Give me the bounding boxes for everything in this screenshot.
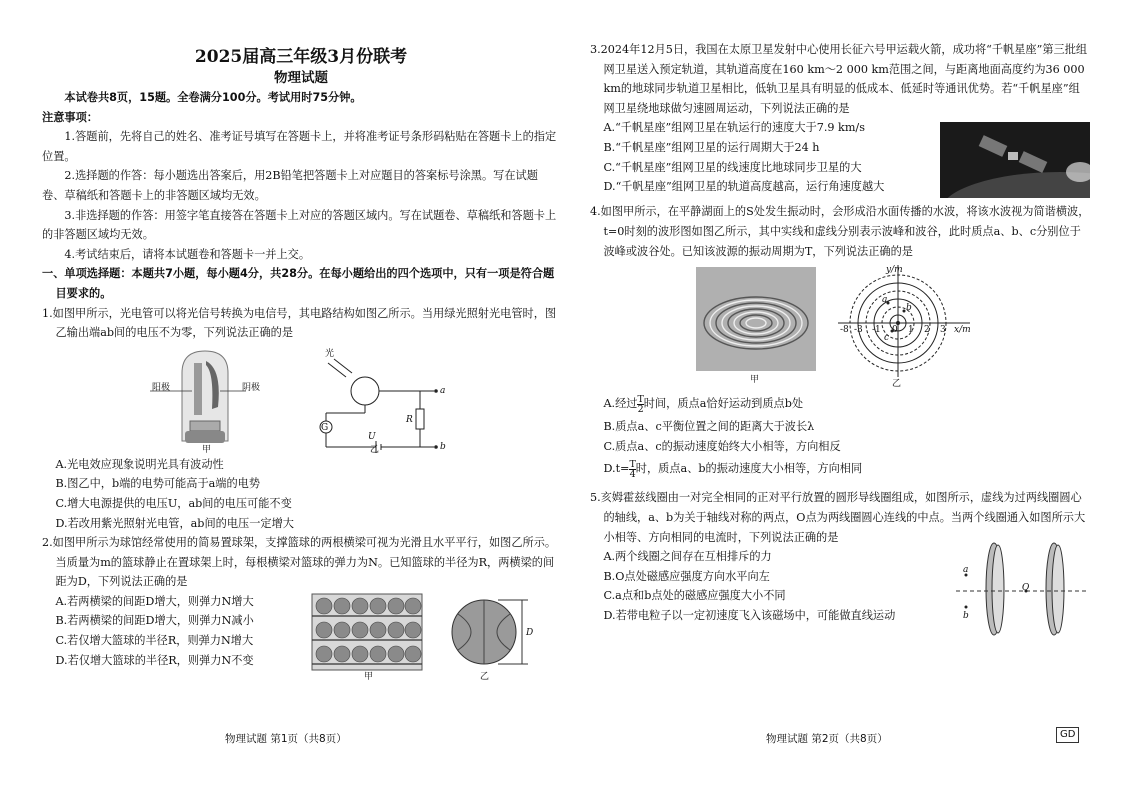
question-5-options <box>590 547 950 625</box>
point-a-label: a <box>882 295 888 306</box>
y-axis-label: y/m <box>886 265 903 276</box>
terminal-a-label: a <box>440 385 446 396</box>
tick-label: 2 <box>924 325 930 336</box>
question-5-block <box>590 547 1090 637</box>
fig-yi-label: 乙 <box>892 379 902 390</box>
point-c-label: c <box>884 333 890 344</box>
left-page <box>42 40 560 682</box>
exam-title: 2025届高三年级3月份联考 <box>194 47 408 67</box>
fig-jia-label: 甲 <box>202 444 212 455</box>
tick-label: 0 <box>892 325 898 336</box>
notice-item: 4.考试结束后，请将本试题卷和答题卡一并上交。 <box>64 247 311 261</box>
question-3-block <box>590 118 1090 202</box>
terminal-b-label: b <box>440 441 446 452</box>
question-2-block <box>42 592 560 682</box>
tick-label: -3 <box>854 325 863 336</box>
point-o-label: O <box>1022 583 1030 594</box>
fig-jia-label: 甲 <box>364 671 374 682</box>
question-2-option: D.若仅增大篮球的半径R，则弹力N不变 <box>55 653 254 667</box>
question-3-stem: 3.2024年12月5日，我国在太原卫星发射中心使用长征六号甲运载火箭，成功将“千帆星座”第三批组网卫星送入预定轨道，其轨道高度在160 km～2 000 km范围之间，与距离地面高度约为36 000 km的地球同步轨道卫星相比，低轨卫星具有明显的低成本、低延时等通讯优势。若“千帆星座”组网卫星绕地球做匀速圆周运动，下列说法正确的是 <box>590 43 1088 115</box>
wave-diagram <box>834 261 974 377</box>
ball-rack-illustration <box>308 592 558 682</box>
page-footer-right: 物理试题 第2页（共8页） <box>766 733 888 745</box>
question-4-option-b: B.质点a、c平衡位置之间的距离大于波长λ <box>603 420 815 434</box>
right-page <box>590 40 1090 637</box>
question-3-option: D.“千帆星座”组网卫星的轨道高度越高，运行角速度越大 <box>603 180 885 194</box>
light-label: 光 <box>325 348 335 359</box>
anode-label: 阳极 <box>152 382 171 393</box>
tick-label: 3 <box>940 325 946 336</box>
cathode-label: 阴极 <box>242 382 261 393</box>
exam-subtitle: 物理试题 <box>274 70 328 86</box>
question-1-option: A.光电效应现象说明光具有波动性 <box>55 457 224 471</box>
galvanometer-label: G <box>321 422 329 433</box>
question-2-option: B.若两横梁的间距D增大，则弹力N减小 <box>55 614 254 628</box>
helmholtz-coil-illustration <box>950 541 1090 637</box>
notice-item: 2.选择题的作答：每小题选出答案后，用2B铅笔把答题卡上对应题目的答案标号涂黑。写在试题卷、草稿纸和答题卡上的非答题区域均无效。 <box>42 169 538 202</box>
question-2-options <box>42 592 302 670</box>
question-1-figure <box>42 343 560 455</box>
section-heading: 一、单项选择题：本题共7小题，每小题4分，共28分。在每小题给出的四个选项中，只有一项是符合题目要求的。 <box>42 267 555 300</box>
question-4-figure <box>590 261 1090 391</box>
resistor-label: R <box>406 414 413 425</box>
spacing-d-label: D <box>526 627 534 638</box>
question-3-option: C.“千帆星座”组网卫星的线速度比地球同步卫星的大 <box>603 160 862 174</box>
question-5-option: D.若带电粒子以一定初速度飞入该磁场中，可能做直线运动 <box>603 608 896 622</box>
satellite-photo <box>940 122 1090 198</box>
question-1-option: B.图乙中，b端的电势可能高于a端的电势 <box>55 477 261 491</box>
tick-label: 1 <box>908 325 914 336</box>
phototube-illustration <box>42 343 560 455</box>
x-axis-label: x/m <box>954 325 971 336</box>
notice-heading: 注意事项： <box>42 110 98 124</box>
question-2-option: A.若两横梁的间距D增大，则弹力N增大 <box>55 594 254 608</box>
point-b-label: b <box>963 611 969 622</box>
question-5-option: A.两个线圈之间存在互相排斥的力 <box>603 550 772 564</box>
notice-item: 3.非选择题的作答：用签字笔直接答在答题卡上对应的答题区域内。写在试题卷、草稿纸和答题卡上的非答题区域均无效。 <box>42 208 557 242</box>
tick-label: -8 <box>840 325 849 336</box>
point-a-label: a <box>963 565 969 576</box>
tick-label: -1 <box>872 325 881 336</box>
question-3-options <box>590 118 930 196</box>
fig-yi-label: 乙 <box>370 444 380 455</box>
question-3-option: A.“千帆星座”组网卫星在轨运行的速度大于7.9 km/s <box>603 121 865 135</box>
question-1-option: D.若改用紫光照射光电管，ab间的电压一定增大 <box>55 516 294 530</box>
question-4-stem: 4.如图甲所示，在平静湖面上的S处发生振动时，会形成沿水面传播的水波，将该水波视为简谐横波，t=0时刻的波形图如图乙所示，其中实线和虚线分别表示波峰和波谷，此时质点a、b、c分别位于波峰或波谷处。已知该波源的振动周期为T，下列说法正确的是 <box>590 205 1090 258</box>
question-4-option-c: C.质点a、c的振动速度始终大小相等，方向相反 <box>603 439 841 453</box>
fig-yi-label: 乙 <box>480 671 490 682</box>
question-5-option: B.O点处磁感应强度方向水平向左 <box>603 569 770 583</box>
voltage-label: U <box>368 431 376 442</box>
question-5-option: C.a点和b点处的磁感应强度大小不同 <box>603 589 786 603</box>
notice-item: 1.答题前，先将自己的姓名、准考证号填写在答题卡上，并将准考证号条形码粘贴在答题卡上的指定位置。 <box>42 130 557 163</box>
gd-badge: GD <box>1056 727 1079 743</box>
water-wave-photo <box>696 267 816 371</box>
question-5-stem: 5.亥姆霍兹线圈由一对完全相同的正对平行放置的圆形导线圈组成，如图所示，虚线为过两线圈圆心的轴线，a、b为关于轴线对称的两点，O点为两线圈圆心连线的中点。当两个线圈通入如图所示大小相等、方向相同的电流时，下列说法正确的是 <box>590 491 1086 544</box>
page-footer-left: 物理试题 第1页（共8页） <box>225 733 347 745</box>
question-4-option-a: A.经过 $\frac{T}{2}$ 时间，质点a恰好运动到质点b处 <box>603 393 804 415</box>
question-1-option: C.增大电源提供的电压U，ab间的电压可能不变 <box>55 496 292 510</box>
question-1-stem: 1.如图甲所示，光电管可以将光信号转换为电信号，其电路结构如图乙所示。当用绿光照射光电管时，图乙输出端ab间的电压不为零，下列说法正确的是 <box>42 306 557 340</box>
point-b-label: b <box>906 303 912 314</box>
question-4-option-d: D.t= $\frac{T}{4}$ 时，质点a、b的振动速度大小相等，方向相同 <box>603 458 863 480</box>
question-3-option: B.“千帆星座”组网卫星的运行周期大于24 h <box>603 140 820 154</box>
question-2-stem: 2.如图甲所示为球馆经常使用的简易置球架，支撑篮球的两根横梁可视为光滑且水平平行，如图乙所示。当质量为m的篮球静止在置球架上时，每根横梁对篮球的弹力为N。已知篮球的半径为R，两横梁的间距为D，下列说法正确的是 <box>42 536 557 589</box>
exam-intro: 本试卷共8页，15题。全卷满分100分。考试用时75分钟。 <box>64 91 362 104</box>
fig-jia-label: 甲 <box>750 375 760 386</box>
question-2-option: C.若仅增大篮球的半径R，则弹力N增大 <box>55 634 254 648</box>
